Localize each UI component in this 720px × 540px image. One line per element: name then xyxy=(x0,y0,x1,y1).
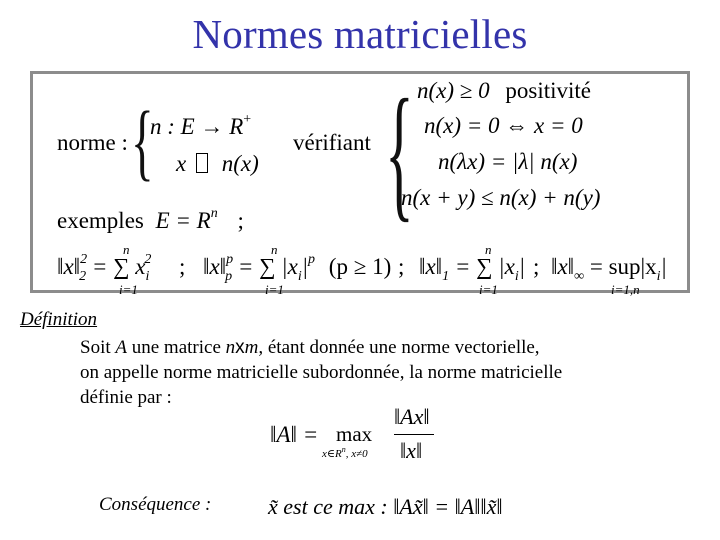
normp-sub: p xyxy=(225,269,233,284)
formula-lhs: ‖A‖ = xyxy=(270,422,319,447)
norm1-symbol: ‖x‖ xyxy=(419,254,443,279)
normp-symbol: ‖x‖ xyxy=(203,254,227,279)
def-times: x xyxy=(235,337,245,358)
slide-title: Normes matricielles xyxy=(192,11,528,57)
normp-eq: = ∑ |x xyxy=(237,254,298,279)
norme-label: norme : xyxy=(57,130,128,155)
def-rest: étant donnée une norme vectorielle, xyxy=(263,337,540,358)
map-plus: + xyxy=(243,112,252,127)
norm1-sum-top: n xyxy=(485,242,492,257)
norminf-eq: = sup|x xyxy=(589,254,657,279)
semicolon-2: ; xyxy=(398,254,405,279)
normp-sum-bottom: i=1 xyxy=(265,282,284,297)
normp-cond: (p ≥ 1) xyxy=(328,254,392,279)
norm2-i: i xyxy=(145,269,150,284)
box-glyph-icon xyxy=(196,153,208,173)
consequence-label: Conséquence : xyxy=(99,494,212,515)
formula-fraction-bar xyxy=(394,434,434,435)
def-n: n xyxy=(225,337,236,358)
examples-line xyxy=(57,208,244,234)
normp-pow: p xyxy=(308,252,316,267)
norm-definition-box xyxy=(30,69,690,297)
definition-line-1 xyxy=(80,337,540,359)
examples-label: exemples xyxy=(57,208,144,233)
norm2-formula xyxy=(57,252,152,284)
norm1-eq: = ∑ |x xyxy=(454,254,515,279)
norm2-sup: 2 xyxy=(80,252,88,267)
norm2-sum-top: n xyxy=(123,242,130,257)
formula-max-sub-tail: , x≠0 xyxy=(345,448,368,460)
def-matrix-a: A xyxy=(115,337,127,358)
norminf-i: i xyxy=(656,269,661,284)
condition-zero: n(x) = 0 ⇔ x = 0 xyxy=(424,113,583,138)
norminf-sup-bottom: i=1,n xyxy=(611,282,640,297)
norm2-pow: 2 xyxy=(144,252,152,267)
map-value: n(x) xyxy=(221,151,259,176)
norminf-symbol: ‖x‖ xyxy=(551,254,575,279)
condition-triangle: n(x + y) ≤ n(x) + n(y) xyxy=(401,185,601,210)
def-une-matrice: une matrice xyxy=(126,337,226,358)
map-definition xyxy=(150,114,251,140)
norminf-sub: ∞ xyxy=(574,269,585,284)
formula-max-sub-x: x∈R xyxy=(322,448,342,460)
map-tail: x xyxy=(176,151,187,176)
formula-max-sub xyxy=(322,447,368,460)
norm2-sum-bottom: i=1 xyxy=(119,282,138,297)
cond1-label: positivité xyxy=(505,78,592,103)
map-mapping xyxy=(176,151,259,177)
normp-formula: ‖x‖$^p_p$ = ∑ $|x_i|^p$ (p ≥ 1) xyxy=(203,252,392,284)
left-brace: { xyxy=(131,93,154,189)
norminf-formula: $‖x‖_\infty = sup|x_i|$ xyxy=(551,254,667,284)
semicolon-3: ; xyxy=(533,254,540,279)
cond1-formula: n(x) ≥ 0 xyxy=(417,78,490,103)
norm1-sub: 1 xyxy=(442,269,450,284)
norm2-sub: 2 xyxy=(79,269,87,284)
formula-max-sub-exp: n xyxy=(341,445,346,454)
examples-semicolon: ; xyxy=(237,208,244,233)
norm1-i: i xyxy=(514,269,519,284)
definition-heading: Définition xyxy=(20,309,98,330)
formula-max: max xyxy=(336,422,373,446)
condition-positivity xyxy=(417,78,591,104)
map-head: n : E → R xyxy=(150,114,244,139)
norm2-eq: = ∑ x xyxy=(91,254,146,279)
def-soit: Soit xyxy=(80,337,116,358)
condition-homogeneity: n(λx) = |λ| n(x) xyxy=(438,149,578,174)
formula-denominator: ‖x‖ xyxy=(400,438,423,463)
definition-line-2: on appelle norme matricielle subordonnée, la norme matricielle xyxy=(80,362,563,383)
normp-sup: p xyxy=(226,252,234,267)
verifiant-label: vérifiant xyxy=(293,130,371,155)
examples-exp: n xyxy=(210,206,218,221)
semicolon-1: ; xyxy=(179,254,186,279)
conditions-brace: { xyxy=(385,69,414,235)
def-m: m, xyxy=(244,337,264,358)
consequence-text: x̃ est ce max : ‖Ax̃‖ = ‖A‖‖x̃‖ xyxy=(268,494,503,519)
norm1-sum-bottom: i=1 xyxy=(479,282,498,297)
normp-i: i xyxy=(297,269,302,284)
definition-line-3: définie par : xyxy=(80,387,172,408)
norm1-formula: $‖x‖_1$ = ∑ $|x_i|$ xyxy=(419,254,526,284)
normp-sum-top: n xyxy=(271,242,278,257)
examples-eq: E = R xyxy=(155,208,211,233)
norm2-symbol: ‖x‖ xyxy=(57,254,81,279)
formula-numerator: ‖Ax‖ xyxy=(394,404,430,429)
